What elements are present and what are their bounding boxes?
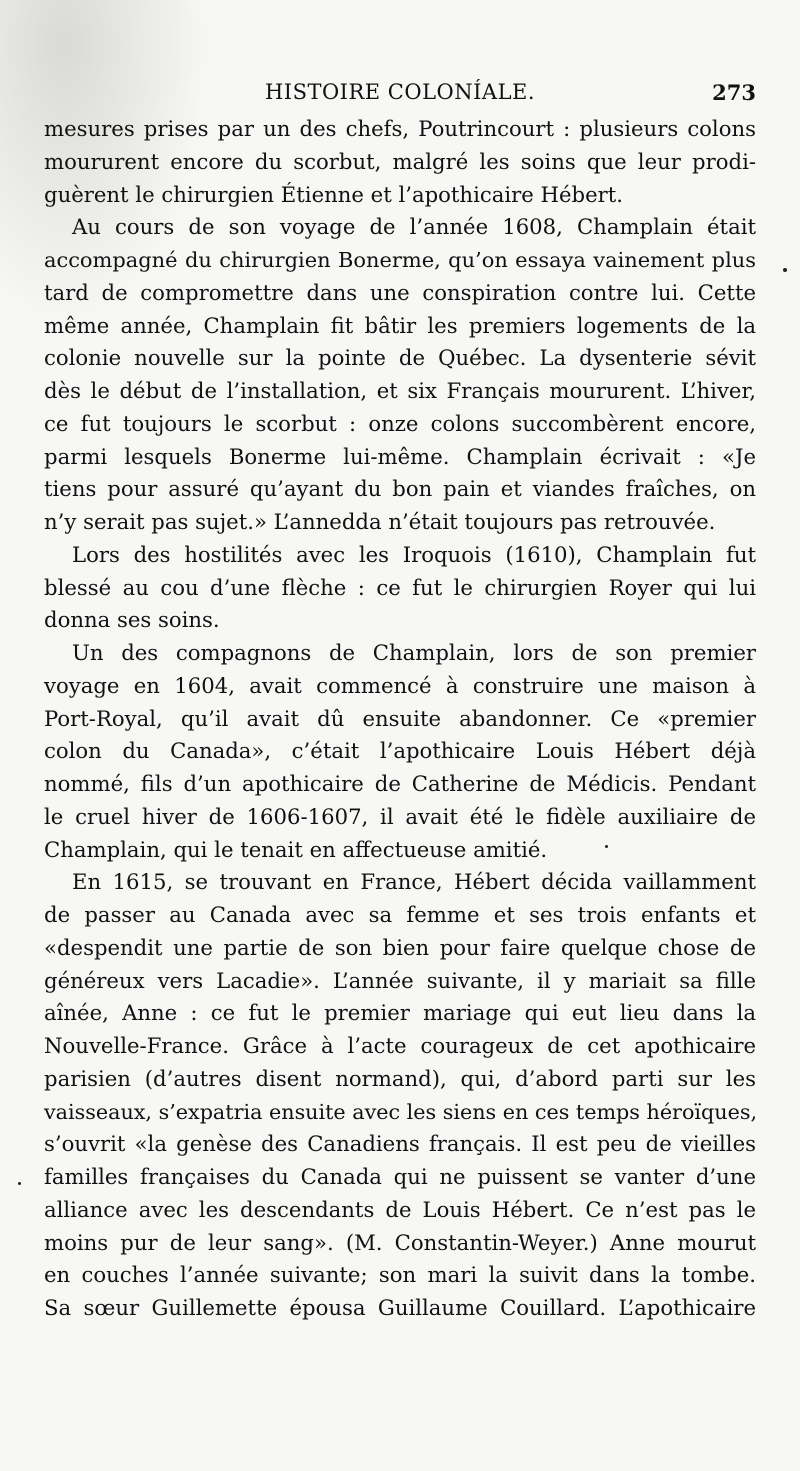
text-line: alliance avec les descendants de Louis Hébert. Ce n’est pas le: [44, 1196, 756, 1222]
text-line: Un des compagnons de Champlain, lors de son premier: [72, 640, 756, 665]
scan-speck: [783, 268, 787, 272]
text-line: nommé, fils d’un apothicaire de Catherine de Médicis. Pendant: [44, 771, 756, 796]
text-line: «despendit une partie de son bien pour faire quelque chose de: [44, 934, 756, 960]
text-line: colon du Canada», c’était l’apothicaire Louis Hébert déjà: [44, 738, 756, 764]
text-line: Sa sœur Guillemette épousa Guillaume Couillard. L’apothicaire: [44, 1295, 756, 1320]
text-line: Lors des hostilités avec les Iroquois (1610), Champlain fut: [72, 541, 756, 567]
text-line: colonie nouvelle sur la pointe de Québec. La dysenterie sévit: [44, 345, 756, 371]
text-line: Champlain, qui le tenait en affectueuse amitié.: [44, 836, 548, 862]
text-line: ce fut toujours le scorbut : onze colons succombèrent encore,: [44, 410, 756, 436]
text-line: familles françaises du Canada qui ne puissent se vanter d’une: [44, 1164, 756, 1189]
text-line: donna ses soins.: [44, 607, 220, 633]
text-line: de passer au Canada avec sa femme et ses trois enfants et: [44, 902, 756, 927]
text-line: s’ouvrit «la genèse des Canadiens français. Il est peu de vieilles: [44, 1131, 756, 1157]
text-line: accompagné du chirurgien Bonerme, qu’on essaya vainement plus: [44, 248, 756, 272]
running-title: HISTOIRE COLONÍALE.: [264, 80, 536, 104]
text-line: guèrent le chirurgien Étienne et l’apothicaire Hébert.: [44, 181, 624, 207]
text-line: aînée, Anne : ce fut le premier mariage qui eut lieu dans la: [44, 1000, 756, 1026]
text-line: tard de compromettre dans une conspiration contre lui. Cette: [44, 279, 756, 305]
text-line: le cruel hiver de 1606-1607, il avait été le fidèle auxiliaire de: [44, 803, 756, 829]
scan-speck: [605, 845, 608, 848]
running-header: [44, 80, 756, 112]
text-line: moins pur de leur sang». (M. Constantin-Weyer.) Anne mourut: [44, 1229, 756, 1255]
page-number: 273: [712, 80, 756, 105]
text-line: en couches l’année suivante; son mari la suivit dans la tombe.: [44, 1262, 756, 1288]
text-line: moururent encore du scorbut, malgré les soins que leur prodi-: [44, 148, 756, 174]
text-line: vaisseaux, s’expatria ensuite avec les siens en ces temps héroïques,: [44, 1099, 758, 1124]
text-line: Au cours de son voyage de l’année 1608, Champlain était: [72, 214, 756, 240]
text-line: voyage en 1604, avait commencé à construire une maison à: [44, 672, 756, 698]
text-line: généreux vers Lacadie». L’année suivante, il y mariait sa fille: [44, 967, 756, 993]
text-line: mesures prises par un des chefs, Poutrincourt : plusieurs colons: [44, 116, 756, 141]
text-line: n’y serait pas sujet.» L’annedda n’était toujours pas retrouvée.: [44, 509, 716, 534]
text-line: parmi lesquels Bonerme lui-même. Champlain écrivait : «Je: [44, 443, 756, 469]
text-line: En 1615, se trouvant en France, Hébert décida vaillamment: [72, 869, 756, 895]
text-line: dès le début de l’installation, et six Français moururent. L’hiver,: [44, 378, 756, 403]
text-line: Nouvelle-France. Grâce à l’acte courageux de cet apothicaire: [44, 1033, 756, 1058]
text-line: même année, Champlain fit bâtir les premiers logements de la: [44, 312, 756, 338]
text-line: parisien (d’autres disent normand), qui, d’abord parti sur les: [44, 1065, 756, 1091]
scan-speck: [18, 1182, 21, 1185]
text-line: blessé au cou d’une flèche : ce fut le chirurgien Royer qui lui: [44, 574, 756, 600]
body-text: [44, 113, 756, 1325]
text-line: tiens pour assuré qu’ayant du bon pain et viandes fraîches, on: [44, 476, 756, 502]
text-line: Port-Royal, qu’il avait dû ensuite abandonner. Ce «premier: [44, 705, 756, 731]
